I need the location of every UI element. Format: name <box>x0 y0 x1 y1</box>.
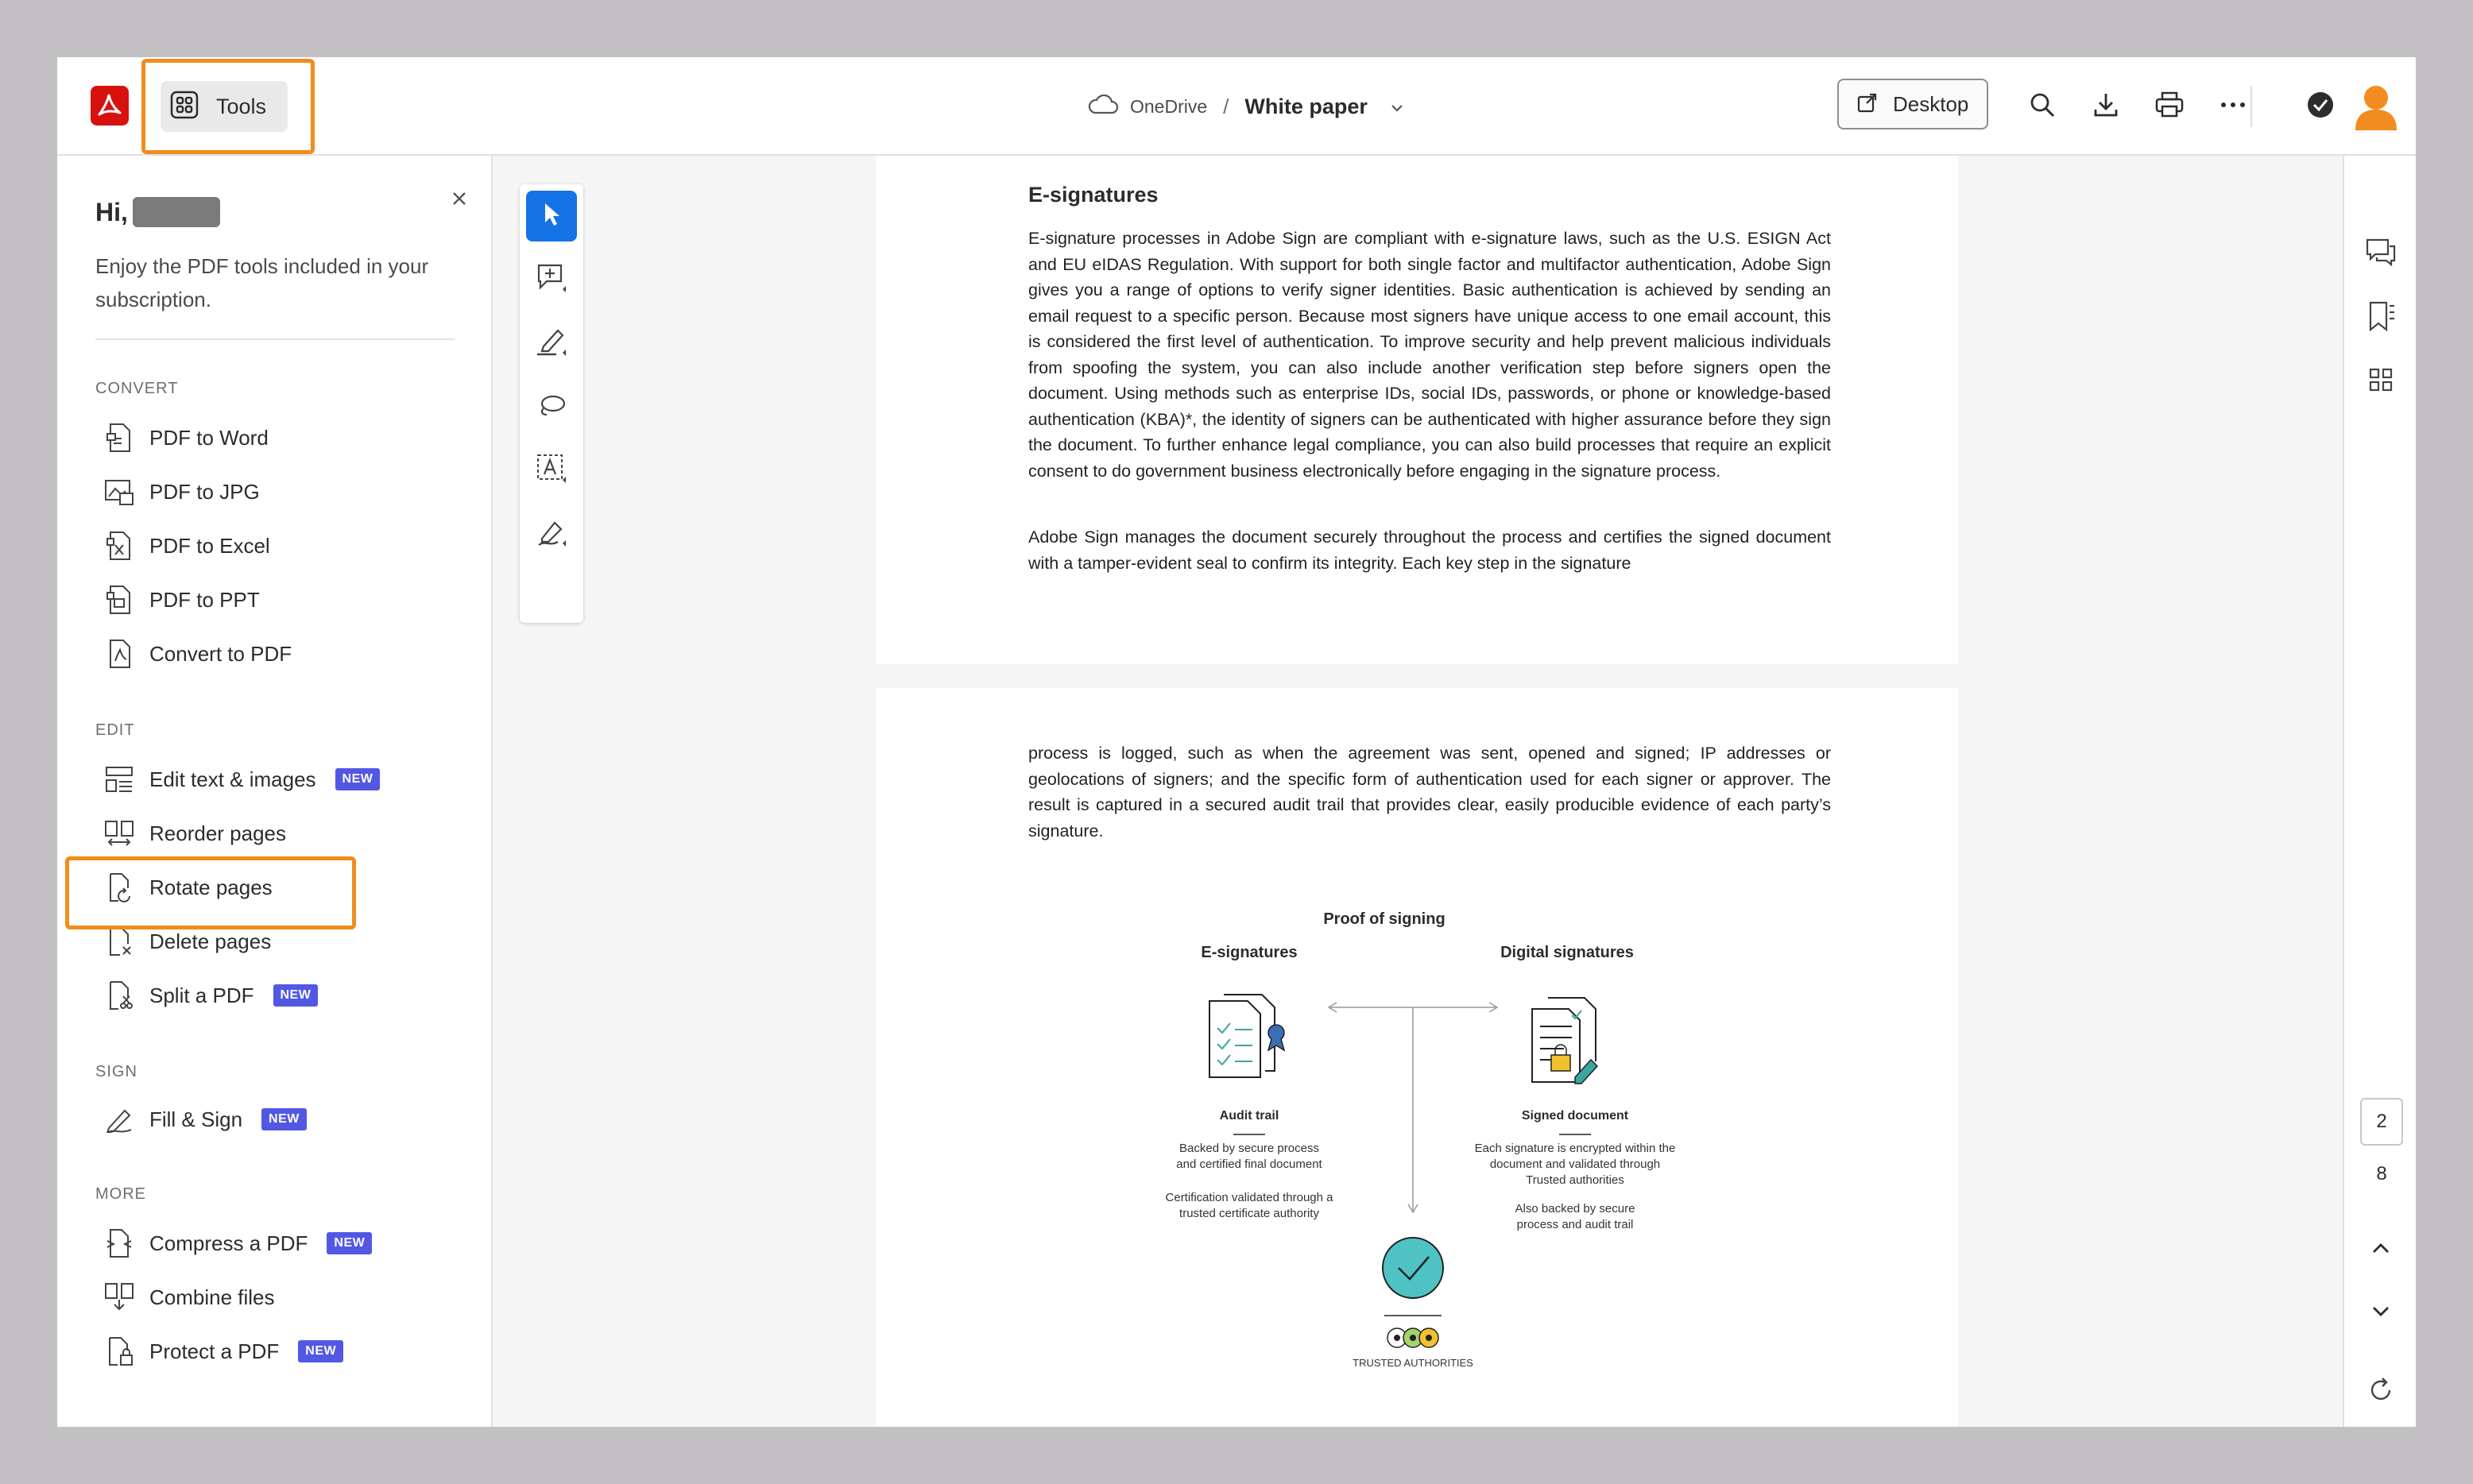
current-page-field[interactable]: 2 <box>2360 1098 2403 1146</box>
diagram-right-subtitle: Signed document <box>1521 1109 1629 1123</box>
tool-reorder-pages[interactable] <box>103 813 286 853</box>
edit-text-images-icon <box>103 763 135 795</box>
tool-label: PDF to Word <box>149 425 269 450</box>
tool-pdf-to-ppt[interactable] <box>103 580 260 620</box>
fill-sign-icon <box>103 1103 135 1135</box>
external-link-icon <box>1856 91 1879 118</box>
desktop-label: Desktop <box>1893 91 1969 116</box>
chevron-up-icon[interactable] <box>2363 1231 2398 1266</box>
select-tool-button[interactable] <box>526 191 577 242</box>
user-avatar[interactable] <box>2354 83 2398 130</box>
bookmarks-icon[interactable] <box>2363 299 2398 334</box>
tool-pdf-to-jpg[interactable] <box>103 472 260 512</box>
page-thumbnails-icon[interactable] <box>2363 362 2398 397</box>
paragraph-2: Adobe Sign manages the document securely throughout the process and certifies the signed document with a tamper-evident seal to confirm its integrity. Each key step in the signature <box>1028 528 1831 573</box>
compress-pdf-icon <box>103 1227 135 1259</box>
more-options-icon[interactable] <box>2216 87 2250 122</box>
tools-panel <box>57 156 493 1427</box>
convert-to-pdf-icon <box>103 638 135 670</box>
new-badge: NEW <box>327 1232 372 1254</box>
split-pdf-icon <box>103 980 135 1011</box>
top-bar <box>57 57 2416 156</box>
tool-pdf-to-word[interactable] <box>103 418 269 458</box>
diagram-left-title: E-signatures <box>1201 944 1298 961</box>
redacted-username <box>133 197 220 227</box>
tool-edit-text-images[interactable] <box>103 759 380 799</box>
breadcrumb-separator: / <box>1223 94 1229 118</box>
pdf-to-word-icon <box>103 422 135 454</box>
tool-compress-pdf[interactable] <box>103 1223 372 1263</box>
highlight-tool-button[interactable] <box>526 318 577 369</box>
diagram-title: Proof of signing <box>1323 910 1445 928</box>
refresh-icon[interactable] <box>2363 1373 2398 1408</box>
draw-tool-button[interactable] <box>526 381 577 432</box>
new-badge: NEW <box>261 1108 307 1130</box>
paragraph-1: E-signature processes in Adobe Sign are compliant with e-signature laws, such as the U.S. ESIGN Act and EU eIDAS Regulation. With support for both single factor and multifactor authentication, Adobe Sign gives you a range of options to verify signer identities. Basic authentication is achieved by sending an email request to a specific person. Because most signers have unique access to one email account, this is considered the first level of authentication. To improve security and help prevent malicious individuals from spoofing the system, you can also include another verification step before signers open the document. Using methods such as enterprise IDs, social IDs, passwords, or phone or knowledge-based authentication (KBA)*, the identity of signers can be authenticated with higher assurance before they sign the document. To further enhance legal compliance, you can also build processes that require an explicit consent to do government business electronically before engaging in the signature process. <box>1028 229 1831 481</box>
sign-tool-button[interactable] <box>526 508 577 559</box>
breadcrumb <box>1087 86 1404 127</box>
section-sign: SIGN <box>95 1063 137 1080</box>
section-convert: CONVERT <box>95 380 179 397</box>
signature-pen-icon <box>536 516 567 552</box>
cloud-icon <box>1087 93 1119 120</box>
comment-plus-icon <box>536 262 567 298</box>
tools-button[interactable] <box>161 81 288 132</box>
tools-label: Tools <box>216 94 267 118</box>
print-icon[interactable] <box>2152 87 2187 122</box>
section-heading: E-signatures <box>1028 183 1159 207</box>
download-icon[interactable] <box>2088 87 2123 122</box>
diagram-right-desc-2: Also backed by secure process and audit trail <box>1515 1202 1635 1231</box>
pdf-to-excel-icon <box>103 530 135 562</box>
close-icon[interactable] <box>443 183 475 214</box>
delete-pages-icon <box>103 926 135 957</box>
greeting <box>95 197 220 227</box>
checkmark-circle-icon[interactable] <box>2303 87 2338 122</box>
document-title[interactable]: White paper <box>1244 94 1368 118</box>
new-badge: NEW <box>273 984 319 1007</box>
protect-pdf-icon <box>103 1335 135 1367</box>
audit-trail-icon <box>1209 995 1284 1077</box>
diagram-bottom-label: TRUSTED AUTHORITIES <box>1353 1357 1473 1369</box>
app-window <box>57 57 2416 1427</box>
new-badge: NEW <box>298 1340 343 1362</box>
search-icon[interactable] <box>2025 87 2060 122</box>
check-circle-icon <box>1383 1238 1443 1298</box>
paragraph-3: process is logged, such as when the agreement was sent, opened and signed; IP addresses or geolocations of signers; and the specific form of authentication used for each signer or approver. The result is captured in a secured audit trail that provides clear, easily producible evidence of each party’s signature. <box>1028 744 1831 841</box>
add-comment-button[interactable] <box>526 254 577 305</box>
tool-label: Compress a PDF <box>149 1231 308 1255</box>
text-tool-button[interactable] <box>526 445 577 496</box>
greeting-text: Hi, <box>95 197 128 226</box>
comments-icon[interactable] <box>2363 235 2398 270</box>
text-box-icon <box>536 453 567 489</box>
chevron-down-icon[interactable] <box>1390 96 1404 118</box>
apps-grid-icon <box>170 91 199 123</box>
section-edit: EDIT <box>95 721 135 739</box>
combine-files-icon <box>103 1281 135 1313</box>
document-page-1 <box>876 156 1958 664</box>
diagram-left-desc-1: Backed by secure process and certified final document <box>1176 1142 1322 1171</box>
panel-divider <box>95 338 455 340</box>
new-badge: NEW <box>335 768 381 790</box>
document-page-2 <box>876 688 1958 1427</box>
acrobat-logo[interactable] <box>91 86 129 126</box>
tool-label: Reorder pages <box>149 821 286 845</box>
tool-label: PDF to PPT <box>149 587 260 612</box>
annotation-toolbar <box>520 184 583 623</box>
breadcrumb-location[interactable]: OneDrive <box>1130 95 1208 117</box>
cursor-arrow-icon <box>540 201 563 232</box>
tool-split-pdf[interactable] <box>103 976 318 1015</box>
tool-label: Edit text & images <box>149 767 316 791</box>
tool-pdf-to-excel[interactable] <box>103 526 270 566</box>
signed-document-icon <box>1532 998 1597 1084</box>
toolbar-divider <box>2250 86 2252 127</box>
lasso-draw-icon <box>536 392 567 422</box>
total-pages: 8 <box>2376 1163 2387 1184</box>
tool-label: Fill & Sign <box>149 1107 243 1131</box>
tool-label: Delete pages <box>149 929 272 953</box>
highlighter-icon <box>536 326 567 361</box>
diagram-right-title: Digital signatures <box>1500 944 1634 961</box>
reorder-pages-icon <box>103 817 135 849</box>
reorder-highlight-box <box>65 856 356 929</box>
tool-combine-files[interactable] <box>103 1277 275 1317</box>
diagram-left-desc-2: Certification validated through a trusted certificate authority <box>1165 1191 1333 1220</box>
tool-protect-pdf[interactable] <box>103 1331 343 1371</box>
open-in-desktop-button[interactable] <box>1837 79 1988 129</box>
tool-label: PDF to Excel <box>149 533 270 558</box>
diagram-right-desc-1: Each signature is encrypted within the document and validated through Trusted authorities <box>1474 1142 1676 1187</box>
pdf-to-jpg-icon <box>103 476 135 508</box>
tool-label: Combine files <box>149 1285 275 1309</box>
pdf-to-ppt-icon <box>103 584 135 616</box>
tool-label: Convert to PDF <box>149 641 292 666</box>
right-rail <box>2343 156 2416 1427</box>
diagram-left-subtitle: Audit trail <box>1219 1109 1279 1123</box>
tool-convert-to-pdf[interactable] <box>103 634 292 674</box>
tool-label: Split a PDF <box>149 983 254 1007</box>
tool-label: Protect a PDF <box>149 1339 280 1363</box>
tool-label: PDF to JPG <box>149 479 260 504</box>
chevron-down-icon[interactable] <box>2363 1293 2398 1328</box>
tool-fill-sign[interactable] <box>103 1099 307 1139</box>
diagram-graphics <box>876 688 1958 1427</box>
intro-text: Enjoy the PDF tools included in your subscription. <box>95 254 429 311</box>
tool-label: Rotate pages <box>149 875 273 899</box>
section-more: MORE <box>95 1185 146 1203</box>
